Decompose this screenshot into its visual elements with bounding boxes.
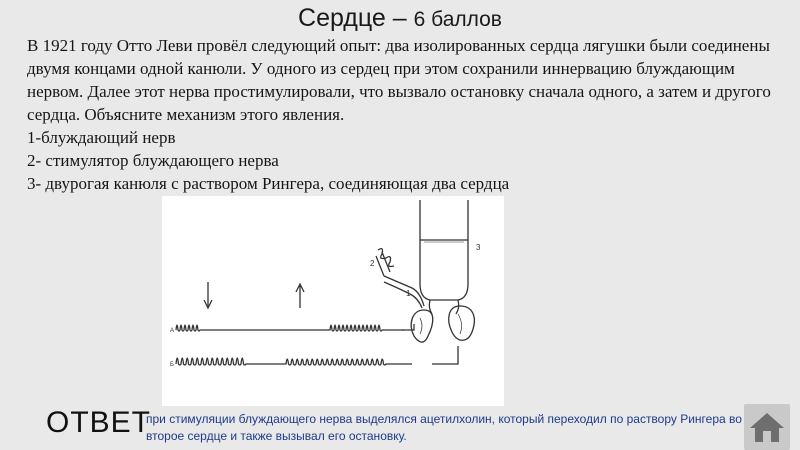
title-points: 6 баллов [413,8,502,31]
question-text [27,34,787,195]
cannula-tube [420,200,468,300]
legend-item-3: 3- двурогая канюля с раствором Рингера, соединяющая два сердца [27,174,510,193]
trace-b-label: Б [170,362,174,368]
arrow-stim-on [204,282,212,308]
stimulator-coil [378,249,394,267]
trace-a [176,325,404,331]
slide-title [0,4,800,33]
home-icon [744,404,790,450]
arrow-stim-off [296,284,304,308]
legend-item-1: 1-блуждающий нерв [27,128,176,147]
trace-a-label: А [170,328,175,334]
label-1: 1 [406,289,411,298]
lever-wire-b [432,346,458,364]
home-button[interactable] [744,404,790,450]
experiment-diagram [162,196,504,406]
label-3: 3 [476,243,481,252]
answer-text: при стимуляции блуждающего нерва выделялся ацетилхолин, который переходил по раствору Рингера во второе сердце и также вызывал его остановку. [146,412,742,443]
trace-b [176,358,412,365]
title-main: Сердце – [298,4,414,32]
question-paragraph: В 1921 году Отто Леви провёл следующий опыт: два изолированных сердца лягушки были соединены двумя концами одной канюли. У одного из сердец при этом сохранили иннервацию блуждающим нервом. Далее этот нерва простимулировали, что вызвало остановку сначала одного, а затем и другого сердца. Объясните механизм этого явления. [27,36,771,124]
label-2: 2 [370,259,375,268]
legend-item-2: 2- стимулятор блуждающего нерва [27,151,279,170]
answer-heading: ОТВЕТ [46,406,152,439]
